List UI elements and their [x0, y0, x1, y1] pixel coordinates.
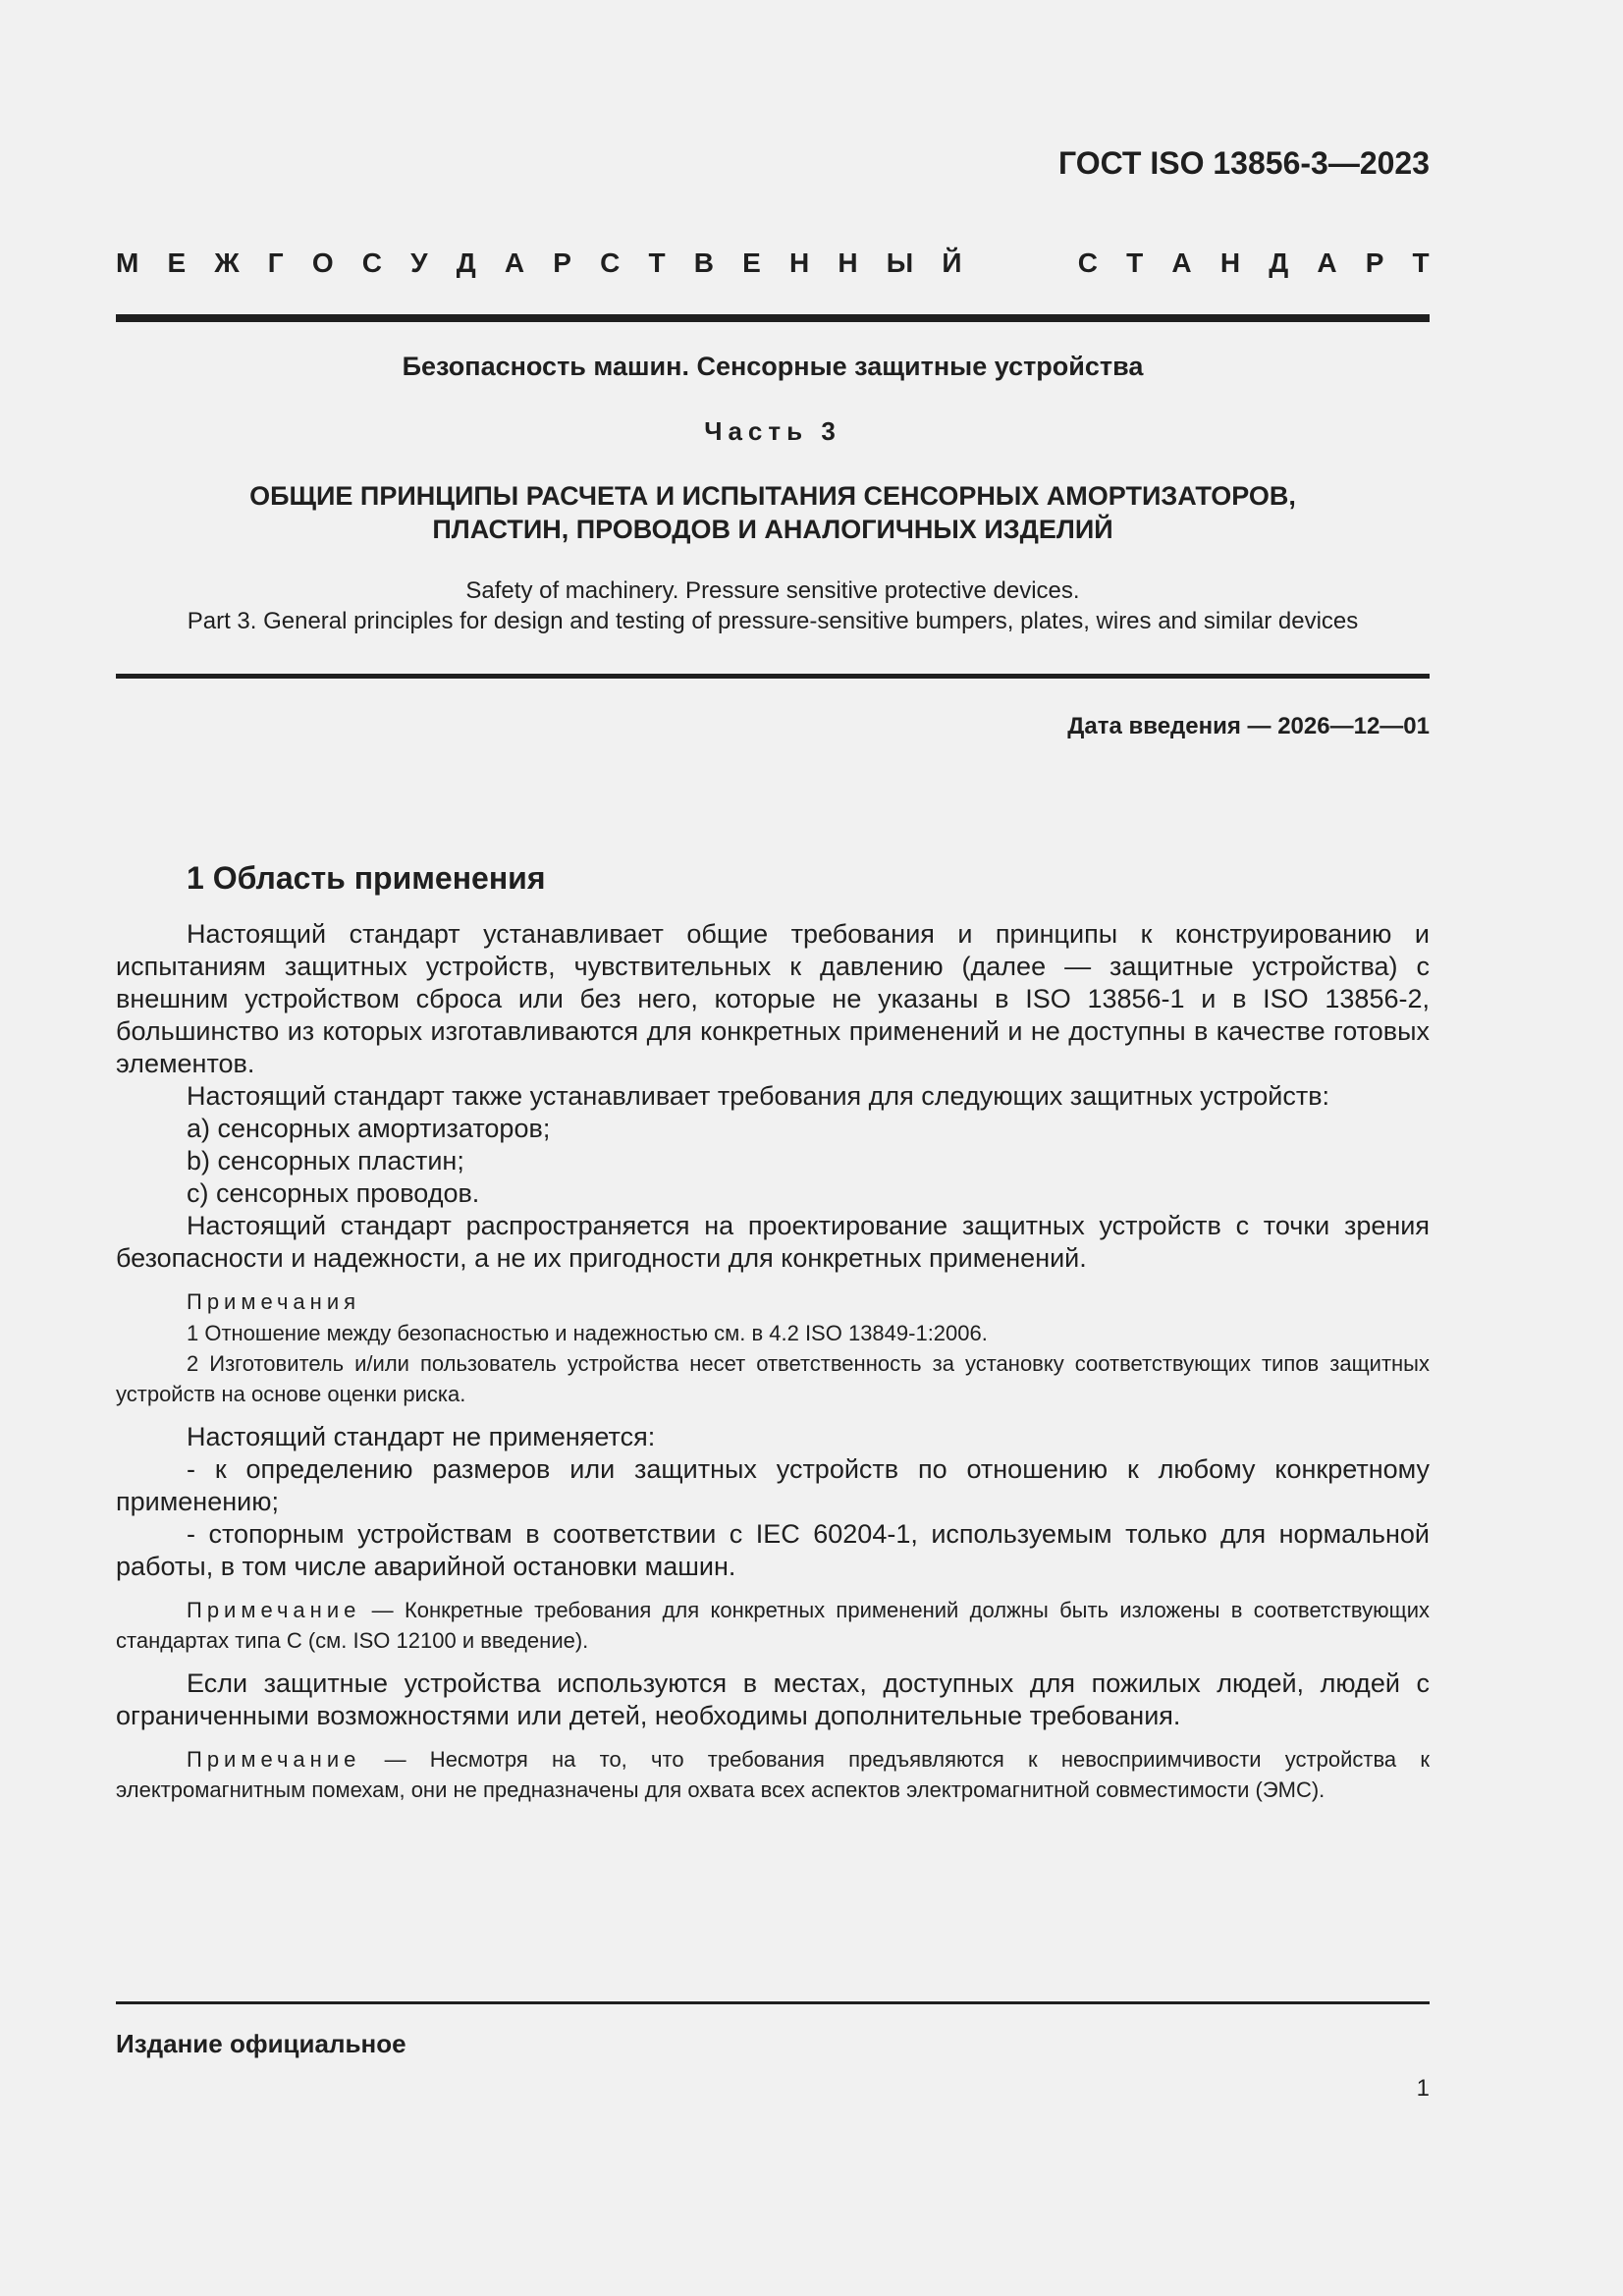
note-label: Примечание: [187, 1747, 361, 1772]
english-title: [116, 575, 1430, 636]
note: [116, 1744, 1430, 1805]
heading-letter: Т: [1412, 247, 1430, 278]
standard-subtitle: [116, 479, 1430, 546]
paragraph: - к определению размеров или защитных устройств по отношению к любому конкретному применению;: [116, 1454, 1430, 1516]
heading-letter: С: [1077, 247, 1098, 278]
heading-letter: Ж: [214, 247, 240, 278]
subtitle-line: ПЛАСТИН, ПРОВОДОВ И АНАЛОГИЧНЫХ ИЗДЕЛИЙ: [432, 515, 1113, 544]
heading-letter: А: [1317, 247, 1337, 278]
paragraph: Если защитные устройства используются в местах, доступных для пожилых людей, людей с ограниченными возможностями или детей, необходимы дополнительные требования.: [116, 1668, 1430, 1730]
standard-title: Безопасность машин. Сенсорные защитные устройства: [402, 352, 1144, 381]
footer-rule: [116, 2001, 1430, 2004]
heading-letter: Е: [742, 247, 761, 278]
heading-letter: Р: [1365, 247, 1384, 278]
heading-letter: Е: [167, 247, 187, 278]
title-rule: [116, 674, 1430, 679]
heading-letter: В: [693, 247, 714, 278]
heading-letter: Т: [1126, 247, 1144, 278]
heading-letter: Н: [788, 247, 810, 278]
part-label: Часть 3: [704, 416, 841, 446]
introduction-date: Дата введения — 2026—12—01: [1067, 713, 1430, 739]
heading-letter: Г: [267, 247, 284, 278]
note-text: — Конкретные требования для конкретных применений должны быть изложены в соответствующих стандартах типа С (см. ISO 12100 и введение).: [116, 1598, 1430, 1653]
heading-letter: Й: [942, 247, 962, 278]
header-rule: [116, 314, 1430, 322]
heading-letter: Ы: [886, 247, 914, 278]
word-gap: [991, 247, 1050, 279]
heading-letter: С: [361, 247, 382, 278]
paragraph: Настоящий стандарт не применяется:: [187, 1422, 656, 1451]
note: 2 Изготовитель и/или пользователь устройства несет ответственность за установку соответствующих типов защитных устройств на основе оценки риска.: [116, 1351, 1430, 1406]
english-title-line: Part 3. General principles for design and testing of pressure-sensitive bumpers, plates, wires and similar devices: [187, 608, 1359, 634]
document-number: ГОСТ ISO 13856-3—2023: [1058, 145, 1430, 181]
heading-letter: Н: [1219, 247, 1241, 278]
list-item: a) сенсорных амортизаторов;: [187, 1114, 551, 1143]
notes-heading: Примечания: [187, 1289, 361, 1314]
paragraph: Настоящий стандарт также устанавливает требования для следующих защитных устройств:: [187, 1081, 1330, 1111]
heading-letter: О: [311, 247, 334, 278]
section-title: 1 Область применения: [187, 860, 546, 896]
heading-letter: С: [600, 247, 621, 278]
subtitle-line: ОБЩИЕ ПРИНЦИПЫ РАСЧЕТА И ИСПЫТАНИЯ СЕНСОРНЫХ АМОРТИЗАТОРОВ,: [249, 481, 1296, 511]
heading-letter: У: [410, 247, 428, 278]
note: [116, 1595, 1430, 1656]
official-edition-label: Издание официальное: [116, 2029, 406, 2058]
paragraph: Настоящий стандарт распространяется на проектирование защитных устройств с точки зрения безопасности и надежности, а не их пригодности для конкретных применений.: [116, 1211, 1430, 1273]
note: 1 Отношение между безопасностью и надежностью см. в 4.2 ISO 13849-1:2006.: [187, 1321, 988, 1345]
page-number: 1: [1416, 2075, 1430, 2102]
paragraph: Настоящий стандарт устанавливает общие требования и принципы к конструированию и испытаниям защитных устройств, чувствительных к давлению (далее — защитные устройства) с внешним устройством сброса или без него, которые не указаны в ISO 13856-1 и в ISO 13856-2, большинство из которых изготавливаются для конкретных применений и не доступны в качестве готовых элементов.: [116, 919, 1430, 1078]
heading-letter: Д: [1269, 247, 1289, 278]
english-title-line: Safety of machinery. Pressure sensitive protective devices.: [465, 577, 1080, 604]
note-label: Примечание: [187, 1598, 361, 1622]
heading-letter: Н: [838, 247, 858, 278]
paragraph: - стопорным устройствам в соответствии с IEC 60204-1, используемым только для нормальной работы, в том числе аварийной остановки машин.: [116, 1519, 1430, 1581]
heading-letter: А: [504, 247, 525, 278]
heading-letter: М: [116, 247, 139, 278]
heading-letter: А: [1171, 247, 1192, 278]
interstate-standard-heading: [116, 247, 1430, 279]
heading-letter: Р: [553, 247, 571, 278]
heading-letter: Т: [648, 247, 666, 278]
note-text: — Несмотря на то, что требования предъявляются к невосприимчивости устройства к электромагнитным помехам, они не предназначены для охвата всех аспектов электромагнитной совместимости (ЭМС).: [116, 1747, 1430, 1802]
list-item: c) сенсорных проводов.: [187, 1178, 480, 1208]
list-item: b) сенсорных пластин;: [187, 1146, 464, 1175]
heading-letter: Д: [456, 247, 476, 278]
section-scope: [116, 860, 1430, 1805]
